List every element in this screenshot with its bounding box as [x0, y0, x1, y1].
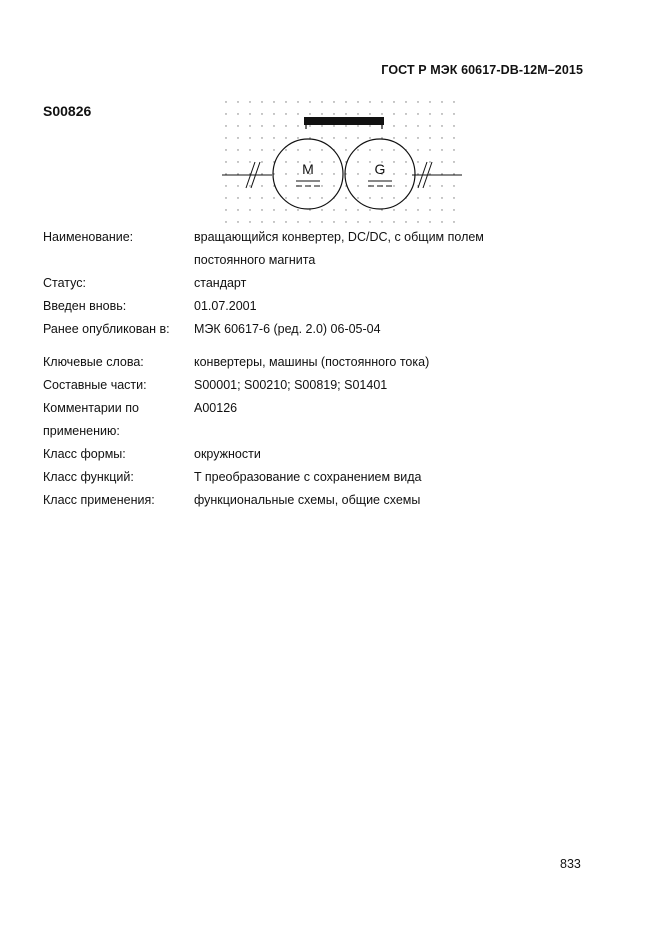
attr-value: МЭК 60617-6 (ред. 2.0) 06-05-04	[194, 322, 381, 336]
attr-row-published	[43, 318, 603, 341]
attr-label: Ключевые слова:	[43, 355, 144, 369]
motor-letter: M	[302, 161, 314, 177]
generator-letter: G	[374, 161, 386, 177]
attr-label: Комментарии по	[43, 401, 139, 415]
attributes-table	[43, 226, 603, 512]
attr-row-status	[43, 272, 603, 295]
attr-row-application-class	[43, 489, 603, 512]
attr-row-keywords	[43, 351, 603, 374]
attr-label: Класс применения:	[43, 493, 155, 507]
attr-value: стандарт	[194, 276, 247, 290]
attr-value: вращающийся конвертер, DC/DC, с общим полем	[194, 230, 484, 244]
attr-row-comments-cont	[43, 420, 603, 443]
attr-label: применению:	[43, 424, 120, 438]
attr-value: функциональные схемы, общие схемы	[194, 493, 421, 507]
attr-value: постоянного магнита	[194, 253, 316, 267]
attr-value: T преобразование с сохранением вида	[194, 470, 422, 484]
rotating-converter-symbol-icon	[222, 98, 467, 224]
attr-row-name-cont	[43, 249, 603, 272]
attr-row-shape-class	[43, 443, 603, 466]
attr-label: Класс формы:	[43, 447, 126, 461]
attr-row-comments	[43, 397, 603, 420]
attr-label: Статус:	[43, 276, 86, 290]
symbol-code: S00826	[43, 103, 92, 119]
attr-row-function-class	[43, 466, 603, 489]
attr-row-parts	[43, 374, 603, 397]
attr-row-name	[43, 226, 603, 249]
attr-label: Введен вновь:	[43, 299, 127, 313]
attr-label: Класс функций:	[43, 470, 134, 484]
attr-value: A00126	[194, 401, 238, 415]
attr-label: Наименование:	[43, 230, 134, 244]
attr-value: окружности	[194, 447, 261, 461]
attr-label: Составные части:	[43, 378, 147, 392]
page-number: 833	[560, 857, 581, 871]
attr-value: конвертеры, машины (постоянного тока)	[194, 355, 430, 369]
attr-value: S00001; S00210; S00819; S01401	[194, 378, 388, 392]
attr-row-introduced	[43, 295, 603, 318]
attr-label: Ранее опубликован в:	[43, 322, 170, 336]
document-header: ГОСТ Р МЭК 60617-DB-12M–2015	[381, 63, 583, 77]
permanent-magnet-bar	[304, 117, 384, 125]
attr-value: 01.07.2001	[194, 299, 257, 313]
